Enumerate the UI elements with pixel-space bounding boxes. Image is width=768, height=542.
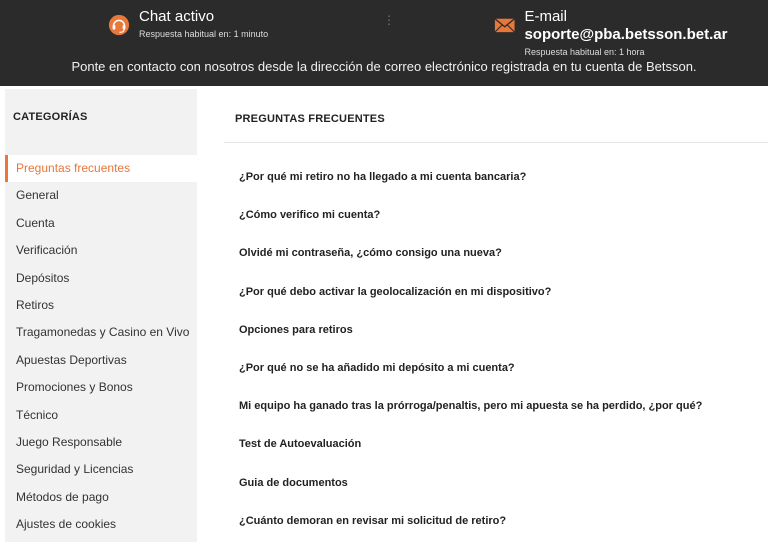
- category-item-verificacion[interactable]: Verificación: [16, 243, 78, 258]
- live-chat-link[interactable]: [108, 8, 268, 40]
- email-title: [524, 8, 768, 44]
- category-item-depositos[interactable]: Depósitos: [16, 270, 70, 285]
- category-item-metodos-pago[interactable]: Métodos de pago: [16, 489, 109, 504]
- contact-header: [0, 0, 768, 86]
- email-address[interactable]: soporte@pba.betsson.bet.ar: [524, 26, 728, 43]
- faq-item[interactable]: ¿Cómo verifico mi cuenta?: [239, 209, 381, 222]
- faq-item[interactable]: ¿Por qué debo activar la geolocalización en mi dispositivo?: [239, 285, 552, 298]
- page-title: PREGUNTAS FRECUENTES: [235, 113, 385, 125]
- title-divider: [224, 142, 768, 143]
- category-item-juego-responsable[interactable]: Juego Responsable: [16, 434, 123, 449]
- email-response-time: Respuesta habitual en: 1 hora: [524, 47, 645, 57]
- category-list: [5, 155, 197, 538]
- category-item-apuestas-deportivas[interactable]: Apuestas Deportivas: [16, 352, 127, 367]
- faq-item[interactable]: Olvidé mi contraseña, ¿cómo consigo una nueva?: [239, 247, 502, 260]
- category-item-tecnico[interactable]: Técnico: [16, 407, 59, 422]
- contact-notice: Ponte en contacto con nosotros desde la dirección de correo electrónico registrada en tu cuenta de Betsson.: [71, 59, 697, 74]
- category-sidebar: [5, 89, 197, 542]
- chat-title: Chat activo: [139, 8, 215, 25]
- category-item-promociones[interactable]: Promociones y Bonos: [16, 380, 133, 395]
- category-item-cookies[interactable]: Ajustes de cookies: [16, 517, 117, 532]
- category-item-tragamonedas[interactable]: Tragamonedas y Casino en Vivo: [16, 325, 190, 340]
- email-label: E-mail: [524, 8, 567, 25]
- chat-response-time: Respuesta habitual en: 1 minuto: [139, 29, 269, 39]
- faq-item[interactable]: Opciones para retiros: [239, 323, 353, 336]
- faq-item[interactable]: ¿Cuánto demoran en revisar mi solicitud de retiro?: [239, 514, 507, 527]
- category-item-general[interactable]: General: [16, 188, 59, 203]
- faq-item[interactable]: ¿Por qué mi retiro no ha llegado a mi cuenta bancaria?: [239, 171, 527, 183]
- category-item-seguridad[interactable]: Seguridad y Licencias: [16, 462, 134, 477]
- email-contact-link[interactable]: [494, 8, 768, 58]
- headset-icon: [108, 14, 130, 36]
- category-item-cuenta[interactable]: Cuenta: [16, 215, 55, 230]
- categories-heading: CATEGORÍAS: [13, 111, 88, 123]
- header-separator: ⋮: [383, 13, 395, 27]
- faq-item[interactable]: Guia de documentos: [239, 476, 348, 489]
- faq-item[interactable]: ¿Por qué no se ha añadido mi depósito a mi cuenta?: [239, 361, 515, 374]
- envelope-icon: [494, 14, 515, 36]
- category-item-preguntas-frecuentes[interactable]: Preguntas frecuentes: [5, 155, 197, 182]
- faq-list: [239, 158, 702, 540]
- category-item-retiros[interactable]: Retiros: [16, 297, 55, 312]
- faq-item[interactable]: Mi equipo ha ganado tras la prórroga/penaltis, pero mi apuesta se ha perdido, ¿por qué?: [239, 400, 703, 413]
- faq-item[interactable]: Test de Autoevaluación: [239, 438, 362, 451]
